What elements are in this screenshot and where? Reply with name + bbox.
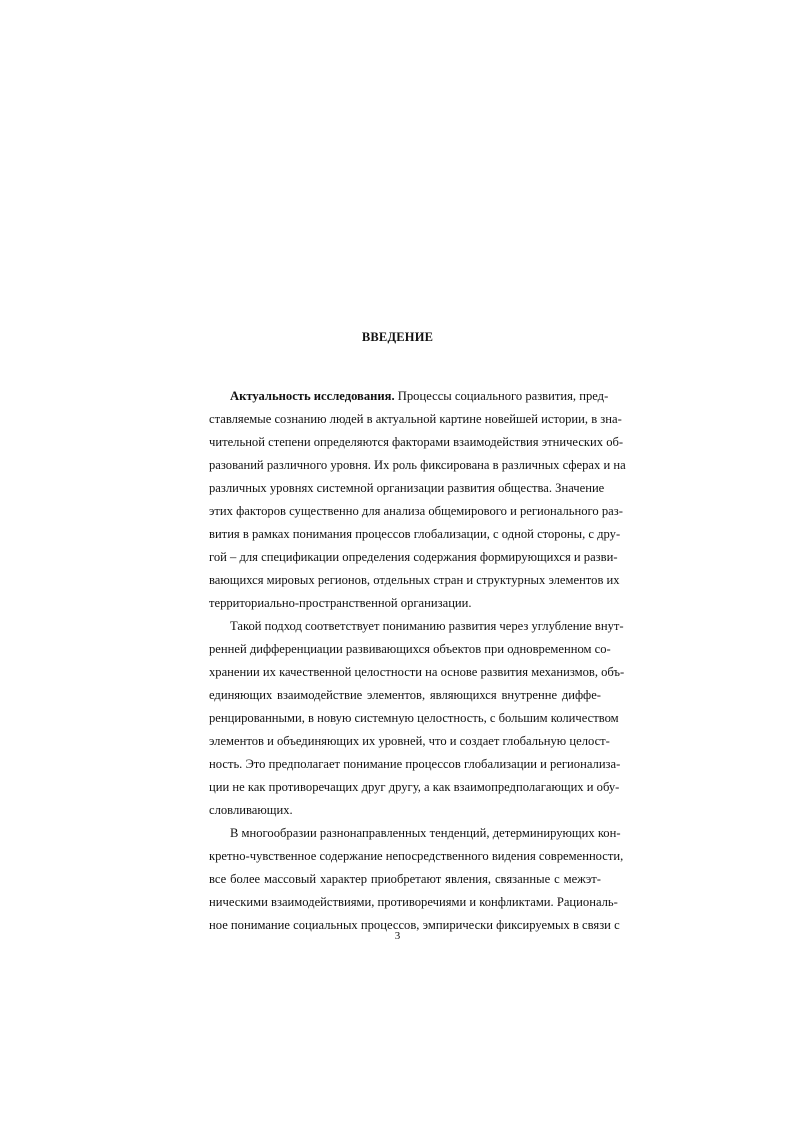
paragraph-3-line-3: все более массовый характер приобретают явления, связанные с межэт- [209, 872, 601, 886]
paragraph-2-line-2: ренней дифференциации развивающихся объектов при одновременном со- [209, 642, 611, 656]
paragraph-1-line-3: чительной степени определяются факторами взаимодействия этнических об- [209, 435, 624, 449]
paragraph-3-line-1: В многообразии разнонаправленных тенденций, детерминирующих кон- [230, 826, 621, 840]
paragraph-1-line-8: гой – для спецификации определения содержания формирующихся и разви- [209, 550, 618, 564]
paragraph-1-line-4: разований различного уровня. Их роль фиксирована в различных сферах и на [209, 458, 626, 472]
paragraph-3-line-2: кретно-чувственное содержание непосредственного видения современности, [209, 849, 624, 863]
paragraph-3-line-4: ническими взаимодействиями, противоречиями и конфликтами. Рациональ- [209, 895, 618, 909]
paragraph-1-line-1 [209, 385, 609, 408]
paragraph-1-line-7: вития в рамках понимания процессов глобализации, с одной стороны, с дру- [209, 527, 621, 541]
paragraph-1-line-1-text: Процессы социального развития, пред- [394, 389, 609, 403]
paragraph-1-line-10: территориально-пространственной организации. [209, 596, 472, 610]
paragraph-3-line-5: ное понимание социальных процессов, эмпирически фиксируемых в связи с [209, 918, 620, 932]
paragraph-2-line-6: элементов и объединяющих их уровней, что и создает глобальную целост- [209, 734, 610, 748]
paragraph-1-line-5: различных уровнях системной организации развития общества. Значение [209, 481, 605, 495]
section-heading: ВВЕДЕНИЕ [361, 330, 434, 344]
paragraph-2-line-4: единяющих взаимодействие элементов, являющихся внутренне диффе- [209, 688, 601, 702]
paragraph-1-line-2: ставляемые сознанию людей в актуальной картине новейшей истории, в зна- [209, 412, 622, 426]
paragraph-2-line-8: ции не как противоречащих друг другу, а как взаимопредполагающих и обу- [209, 780, 620, 794]
body-text [209, 385, 626, 937]
page-number: 3 [394, 930, 401, 942]
paragraph-1-line-6: этих факторов существенно для анализа общемирового и регионального раз- [209, 504, 623, 518]
paragraph-2-line-9: словливающих. [209, 803, 293, 817]
paragraph-1-line-9: вающихся мировых регионов, отдельных стран и структурных элементов их [209, 573, 620, 587]
paragraph-1-lead: Актуальность исследования. [230, 389, 395, 403]
paragraph-2-line-7: ность. Это предполагает понимание процессов глобализации и регионализа- [209, 757, 621, 771]
paragraph-2-line-1: Такой подход соответствует пониманию развития через углубление внут- [230, 619, 624, 633]
paragraph-2-line-5: ренцированными, в новую системную целостность, с большим количеством [209, 711, 619, 725]
paragraph-2-line-3: хранении их качественной целостности на основе развития механизмов, объ- [209, 665, 625, 679]
